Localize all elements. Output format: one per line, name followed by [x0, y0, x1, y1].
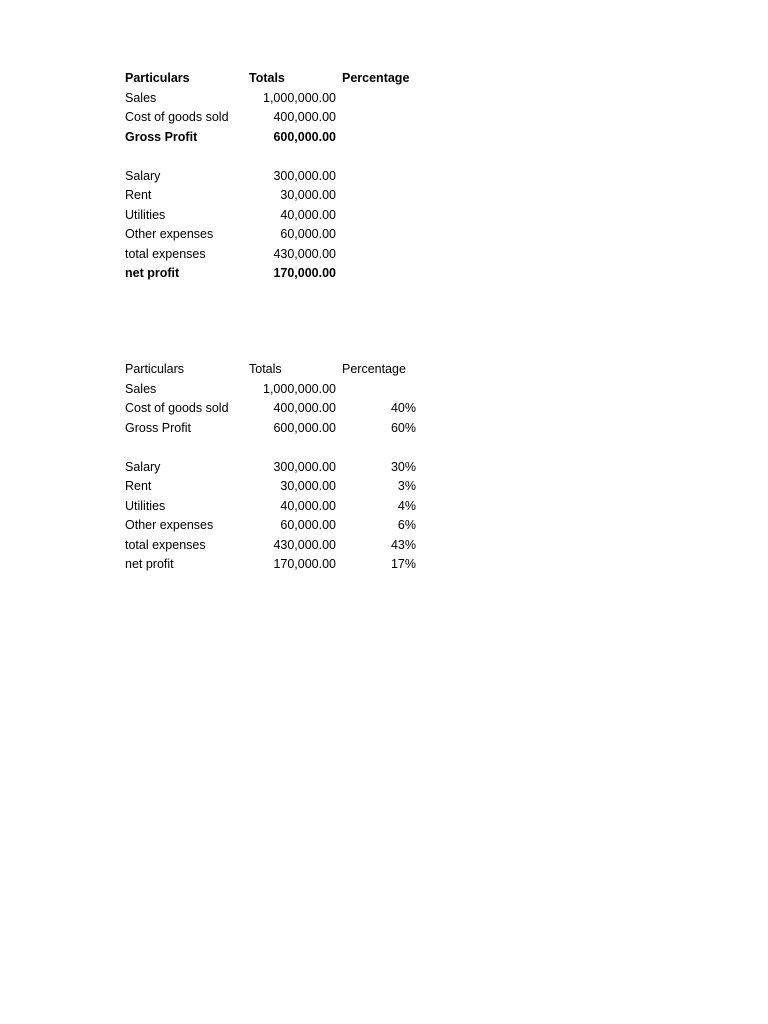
table-row	[125, 477, 425, 497]
table-row	[125, 555, 425, 575]
row-percentage: 4%	[397, 498, 416, 513]
row-label: Salary	[125, 459, 161, 474]
header-totals: Totals	[249, 71, 285, 85]
table-row	[125, 225, 425, 245]
table-row	[125, 380, 425, 400]
header-percentage: Percentage	[342, 71, 410, 85]
row-total: 600,000.00	[273, 420, 336, 435]
row-label: Rent	[125, 479, 152, 493]
row-total: 60,000.00	[280, 227, 336, 241]
blank-row	[125, 438, 425, 458]
row-total: 600,000.00	[273, 129, 336, 144]
row-label: net profit	[125, 266, 180, 280]
row-total: 170,000.00	[273, 557, 336, 571]
table-row	[125, 419, 425, 439]
row-total: 400,000.00	[273, 401, 336, 415]
row-label: Cost of goods sold	[125, 401, 229, 415]
row-total: 300,000.00	[273, 459, 336, 474]
table-header-row	[125, 360, 425, 380]
row-percentage: 40%	[390, 401, 416, 415]
row-label: total expenses	[125, 246, 206, 261]
row-label: Gross Profit	[125, 129, 198, 144]
table-row	[125, 128, 425, 148]
row-total: 430,000.00	[273, 246, 336, 261]
table-row	[125, 497, 425, 517]
row-label: Sales	[125, 381, 157, 396]
row-label: total expenses	[125, 537, 206, 552]
row-total: 40,000.00	[280, 207, 336, 222]
row-label: Gross Profit	[125, 420, 191, 435]
row-total: 30,000.00	[280, 479, 336, 493]
row-total: 60,000.00	[280, 518, 336, 532]
income-statement-percentage-table	[125, 360, 425, 575]
row-label: Salary	[125, 168, 161, 183]
table-row	[125, 186, 425, 206]
table-row	[125, 458, 425, 478]
income-statement-table	[125, 69, 425, 284]
table-row	[125, 89, 425, 109]
table-row	[125, 167, 425, 187]
row-percentage: 60%	[390, 420, 416, 435]
row-label: Other expenses	[125, 227, 214, 241]
table-header-row	[125, 69, 425, 89]
blank-row	[125, 147, 425, 167]
row-total: 40,000.00	[280, 498, 336, 513]
table-row	[125, 516, 425, 536]
row-percentage: 43%	[390, 537, 416, 552]
row-label: Utilities	[125, 207, 166, 222]
header-particulars: Particulars	[125, 71, 190, 85]
row-label: net profit	[125, 557, 174, 571]
header-percentage: Percentage	[342, 362, 406, 376]
table-row	[125, 108, 425, 128]
row-total: 430,000.00	[273, 537, 336, 552]
row-percentage: 17%	[390, 557, 416, 571]
table-row	[125, 536, 425, 556]
row-label: Rent	[125, 188, 152, 202]
row-total: 1,000,000.00	[263, 90, 336, 105]
header-totals: Totals	[249, 362, 282, 376]
row-percentage: 6%	[397, 518, 416, 532]
row-percentage: 3%	[397, 479, 416, 493]
row-percentage: 30%	[390, 459, 416, 474]
row-label: Utilities	[125, 498, 166, 513]
table-row	[125, 264, 425, 284]
row-total: 300,000.00	[273, 168, 336, 183]
row-total: 400,000.00	[273, 110, 336, 124]
header-particulars: Particulars	[125, 362, 185, 376]
row-label: Other expenses	[125, 518, 214, 532]
row-label: Sales	[125, 90, 157, 105]
row-total: 170,000.00	[273, 266, 336, 280]
table-row	[125, 245, 425, 265]
row-label: Cost of goods sold	[125, 110, 229, 124]
row-total: 1,000,000.00	[263, 381, 336, 396]
row-total: 30,000.00	[280, 188, 336, 202]
table-row	[125, 206, 425, 226]
table-row	[125, 399, 425, 419]
